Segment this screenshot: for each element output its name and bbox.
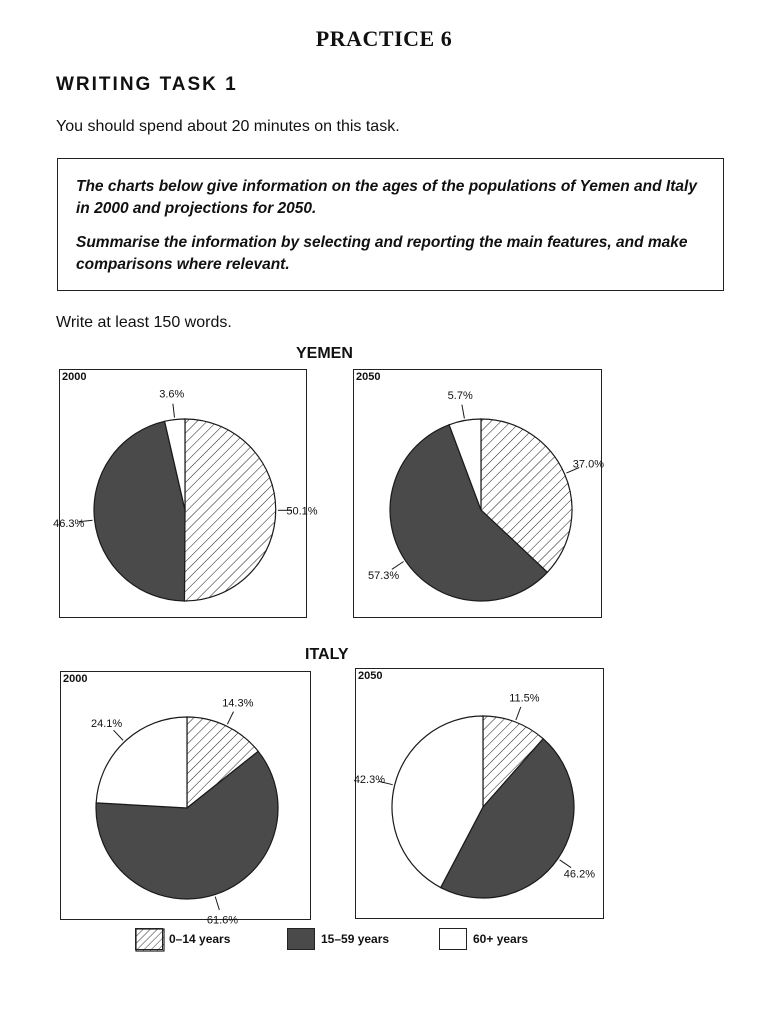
legend-label: 15–59 years [321,932,390,946]
white-swatch-icon [439,928,467,950]
pie-chart [53,370,318,619]
leader-line [560,860,572,868]
data-label: 5.7% [447,389,473,402]
data-label: 3.6% [159,388,185,401]
pie-chart [61,672,312,927]
data-label: 42.3% [353,774,386,786]
page-title: PRACTICE 6 [315,26,453,51]
chart-legend [0,928,768,958]
task-prompt-box [57,158,724,291]
leader-line [114,730,124,740]
leader-line [392,562,404,570]
chart-panel-italy-2000 [60,671,311,927]
leader-line [516,707,521,720]
chart-title-yemen: YEMEN [296,345,353,362]
hatch-swatch-icon [135,928,163,950]
legend-label: 60+ years [473,932,529,946]
chart-panel-yemen-2050 [353,369,605,618]
panel-year: 2000 [63,673,88,685]
data-label: 50.1% [286,505,318,518]
chart-panel-yemen-2000 [53,369,318,618]
leader-line [215,897,219,910]
task-heading: WRITING TASK 1 [56,74,238,95]
legend-item-0-14 [135,928,230,950]
legend-label: 0–14 years [169,932,231,946]
word-count-instruction: Write at least 150 words. [56,314,232,331]
data-label: 57.3% [367,569,400,582]
data-label: 11.5% [509,692,540,705]
dark-swatch-icon [287,928,315,950]
data-label: 46.2% [563,868,596,881]
prompt-instruction: Summarise the information by selecting and reporting the main features, and make comparisons where relevant. [76,234,688,273]
panel-year: 2000 [62,371,87,383]
time-instruction: You should spend about 20 minutes on this task. [56,118,400,135]
data-label: 46.3% [53,517,85,530]
pie-slice-60-plus [96,717,187,808]
data-label: 24.1% [90,718,123,730]
pie-chart [353,669,605,920]
chart-panel-italy-2050 [355,668,604,919]
data-label: 14.3% [222,697,254,710]
data-label: 61.6% [206,914,239,927]
leader-line [227,712,233,725]
chart-title-italy: ITALY [305,646,349,663]
legend-item-15-59 [287,928,389,950]
leader-line [462,405,465,419]
leader-line [173,404,175,418]
panel-year: 2050 [356,371,381,383]
data-label: 37.0% [572,458,605,471]
prompt-description: The charts below give information on the ages of the populations of Yemen and Italy in 2000 and projections for 2050. [76,178,697,217]
panel-year: 2050 [358,670,383,682]
legend-item-60-plus [439,928,528,950]
pie-slice-0-14 [184,419,275,601]
pie-chart [354,370,603,619]
